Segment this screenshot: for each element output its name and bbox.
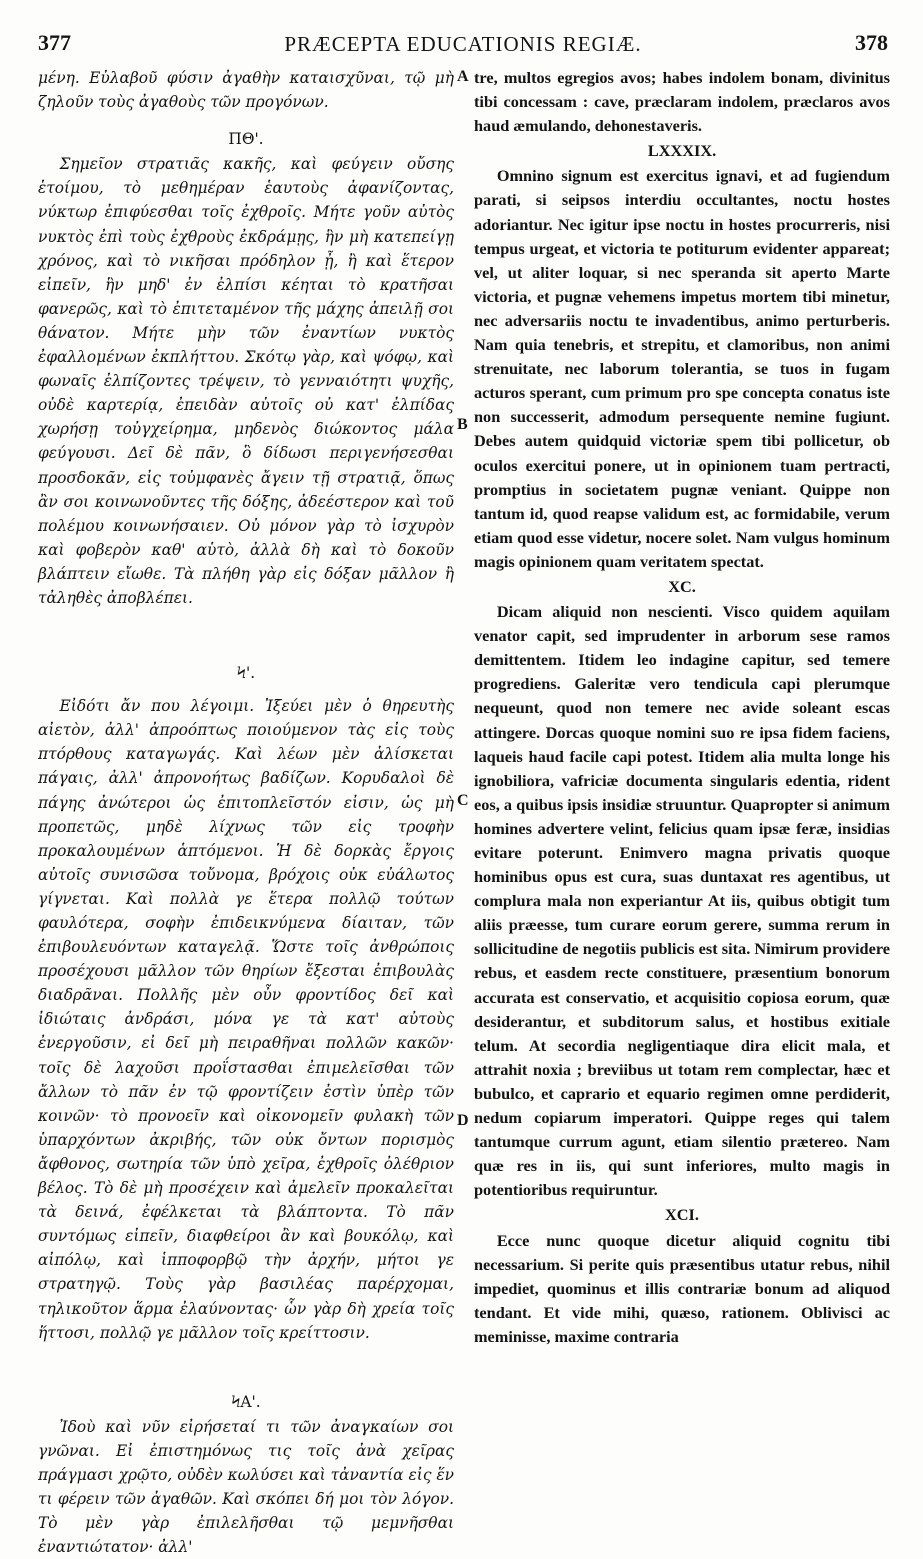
greek-section-text: Ἰδοὺ καὶ νῦν εἰρήσεταί τι τῶν ἀναγκαίων σοι γνῶναι. Εἰ ἐπιστημόνως τις τοῖς ἀνὰ χεῖρας πράγμασι χρῷτο, οὐδὲν κωλύσει καὶ τἀναντία εἰς ἕν τι φέρειν τῶν ἀγαθῶν. Καὶ σκόπει δή μοι τὸν λόγον. Τὸ μὲν γὰρ ἐπιλελῆσθαι τῷ μεμνῆσθαι ἐναντιώτατον· ἀλλ' bbox=[38, 1417, 454, 1557]
margin-letter-c: C bbox=[457, 792, 469, 809]
running-header bbox=[38, 30, 888, 60]
greek-section-heading: ΠΘ'. bbox=[228, 130, 264, 149]
latin-section-text: Omnino signum est exercitus ignavi, et ad fugiendum parati, si seipsos interdiu occultantes, noctu hostes adoriantur. Nec igitur ipse noctu in hostes procurreris, nisi tempus urgeat, et victoria te potiturum evidenter appareat; vel, ut aliter loquar, si nec speranda sit aperto Marte victoria, et pugnæ vehemens impetus mortem tibi minetur, nec adversariis noctu te invadentibus, animo perturberis. Nam quia tenebris, et strepitu, et clamoribus, non animi strenuitate, nec laborum tolerantia, se tuos in fugam acturos sperant, cum primum pro spe concepta conatus iste non successerit, admodum persequente nemine fugiunt. Debes autem quidquid victoriæ spem tibi pollicetur, ob oculos exercitui ponere, ut in opinionem tuam pertracti, promptius in societatem pugnæ veniant. Quippe non tantum id, quod reapse validum est, ac formidabile, verum etiam quod esse videtur, nocere solet. Nam vulgus hominum magis opinionem quam veritatem spectat. bbox=[474, 166, 890, 571]
latin-section-heading: XCI. bbox=[665, 1205, 699, 1225]
running-title: PRÆCEPTA EDUCATIONIS REGIÆ. bbox=[284, 32, 642, 56]
margin-letter-b: B bbox=[457, 416, 468, 433]
latin-intro: tre, multos egregios avos; habes indolem bonam, divinitus tibi concessam : cave, præclaram indolem, præclaros avos haud æmulando, dehonestaveris. bbox=[474, 68, 890, 136]
greek-section-heading: ϞΑ'. bbox=[231, 1392, 261, 1411]
greek-section-heading: Ϟ'. bbox=[236, 664, 256, 683]
latin-section-heading: XC. bbox=[668, 576, 696, 596]
margin-letter-d: D bbox=[457, 1112, 469, 1129]
greek-column bbox=[38, 66, 454, 1559]
greek-intro: μένη. Εὐλαβοῦ φύσιν ἀγαθὴν καταισχῦναι, τῷ μὴ ζηλοῦν τοὺς ἀγαθοὺς τῶν προγόνων. bbox=[38, 69, 454, 112]
page-number-right: 378 bbox=[855, 30, 888, 55]
latin-column bbox=[474, 66, 890, 1349]
latin-section-text: Ecce nunc quoque dicetur aliquid cognitu tibi necessarium. Si perite quis præsentibus utatur rebus, nihil impediet, quominus et illis contrariæ bonum ad aliquod tendant. Et vide mihi, quæso, rationem. Oblivisci ac meminisse, maxime contraria bbox=[474, 1230, 890, 1346]
latin-section-heading: LXXXIX. bbox=[647, 141, 717, 161]
page-number-left: 377 bbox=[38, 30, 71, 55]
greek-section-text: Σημεῖον στρατιᾶς κακῆς, καὶ φεύγειν οὔσης ἑτοίμου, τὸ μεθημέραν ἑαυτοὺς ἀφανίζοντας, νύκτωρ ἐπιφύεσθαι τοῖς ἐχθροῖς. Μήτε γοῦν αὐτὸς νυκτὸς ἐπὶ τοὺς ἐχθροὺς ἐκδράμῃς, ἣν μὴ κατεπείγῃ χρόνος, καὶ τὸ νικῆσαι πρόδηλον ᾖ, ἢ καὶ ἕτερον εἰπεῖν, ἣν μηδ' ἐν ἐλπίσι κέηται τὸ κρατῆσαι φανερῶς, καὶ τὸ ἐπιτεταμένον τῆς μάχης ἀπειλῇ σοι θάνατον. Μήτε μὴν τῶν ἐναντίων νυκτὸς ἐφαλλομένων ἐκπλήττου. Σκότῳ γὰρ, καὶ ψόφῳ, καὶ φωναῖς ἐλπίζοντες τρέψειν, τὸ γενναιότητι ψυχῆς, οὐδὲ καρτερίᾳ, ἐπειδὰν αὐτοῖς οὐ κατ' ἐλπίδας χωρήσῃ τοὐγχείρημα, μηδενὸς διώκοντος μάλα φεύγουσι. Δεῖ δὲ πᾶν, ὃ δίδωσι περιγενήσεσθαι προσδοκᾶν, εἰς τοὐμφανὲς ἄγειν τῇ στρατιᾷ, ὅπως ἂν σοι κοινωνοῦντες τῆς δόξης, ἀδεέστερον καὶ τοῦ πολέμου κοινωνήσαιεν. Οὐ μόνον γὰρ τὸ ἰσχυρὸν καὶ φοβερὸν καθ' αὑτὸ, ἀλλὰ δὴ καὶ τὸ δοκοῦν βλάπτειν εἴωθε. Τὰ πλήθη γὰρ εἰς δόξαν μᾶλλον ἢ τἀληθὲς ἀποβλέπει. bbox=[38, 155, 454, 607]
latin-section-text: Dicam aliquid non nescienti. Visco quidem aquilam venator capit, sed imprudenter in arborum sese ramos demittentem. Itidem leo indagine capitur, sed temere progrediens. Galeritæ vero tendicula capi plerumque nequeunt, quod non temere nec avide soleant escas attingere. Dorcas quoque nomini suo re ipsa fidem faciens, laqueis haud facile capi potest. Itidem alia multa longe his ignobiliora, vafriciæ documenta singularis edentia, rident eos, a quibus ipsis insidiæ struuntur. Quapropter si animum homines advertere velint, felicius quam ipsæ feræ, insidias evitare poterunt. Enimvero magna privatis quoque hominibus opus est cura, suas duntaxat res agentibus, ut complura mala non experiantur At iis, quibus obtigit tum aliis præesse, tum curare eorum gerere, summa rerum in sollicitudine de negotiis publicis est sita. Nimirum providere rebus, et easdem recte constituere, præsentium bonorum accurata est conservatio, et acquisitio copiosa eorum, quæ desiderantur, et subditorum salus, et hostibus exitiale telum. At secordia negligentiaque dira elicit mala, et attrahit noxia ; breviibus ut totam rem complectar, hæc et bubulco, et caprario et equario regimen omne perdiderit, nedum copiarum imperatori. Quippe reges qui talem tantumque currum agunt, etiam silentio prætereo. Nam quæ res in iis, qui sunt inferiores, multo magis in potentioribus requiruntur. bbox=[474, 602, 890, 1200]
greek-section-text: Εἰδότι ἄν που λέγοιμι. Ἰξεύει μὲν ὁ θηρευτὴς αἰετὸν, ἀλλ' ἀπροόπτως ποιούμενον τὰς εἰς τοὺς πτόρθους καταγωγάς. Καὶ λέων μὲν ἁλίσκεται πάγαις, ἀλλ' ἀπρονοήτως βαδίζων. Κορυδαλοὶ δὲ πάγης ἀνώτεροι ὡς ἐπιτοπλεῖστόν εἰσιν, ὡς μὴ προπετῶς, μηδὲ λίχνως τῶν εἰς τροφὴν προκαλουμένων ἁπτόμενοι. Ἡ δὲ δορκὰς ἔργοις αὐτοῖς συνισῶσα τοὔνομα, βρόχοις οὐκ εὐάλωτος γίγνεται. Καὶ πολλὰ γε ἕτερα πολλῷ τούτων φαυλότερα, σοφὴν ἐπιδεικνύμενα δίαιταν, τῶν ἐπιβουλευόντων καταγελᾷ. Ὥστε τοῖς ἀνθρώποις προσέχουσι μᾶλλον τῶν θηρίων ἔξεσται ἐπιβουλὰς διαδρᾶναι. Πολλῆς μὲν οὖν φροντίδος δεῖ καὶ ἰδιώταις ἀνδράσι, μόνα γε τὰ κατ' αὐτοὺς ἐνεργοῦσιν, εἰ δεῖ μὴ πειραθῆναι πολλῶν κακῶν· τοῖς δὲ λαχοῦσι προΐστασθαι ἐπιμελεῖσθαι τῶν ἄλλων τὸ πᾶν ἐν τῷ φροντίζειν ἐστὶν ὑπὲρ τῶν κοινῶν· τὸ προνοεῖν καὶ οἰκονομεῖν φυλακὴ τῶν ὑπαρχόντων ἀκριβής, τῶν οὐκ ὄντων πορισμὸς ἄφθονος, σωτηρία τῶν ὑπὸ χεῖρα, ἐχθροῖς ὀλέθριον βέλος. Τὸ δὲ μὴ προσέχειν καὶ ἀμελεῖν προκαλεῖται τὰ δεινά, ἐφέλκεται τὰ βλάπτοντα. Τὸ πᾶν συντόμως εἰπεῖν, διαφθείροι ἂν καὶ βουκόλῳ, καὶ αἰπόλῳ, καὶ ἱπποφορβῷ τὴν ἀρχήν, μήτοι γε στρατηγῷ. Τοὺς γὰρ βασιλέας παρέρχομαι, τηλικοῦτον ἅρμα ἐλαύνοντας· ὧν γὰρ δὴ χρεία τοῖς ἥττοσι, πολλῷ γε μᾶλλον τοῖς κρείττοσιν. bbox=[38, 697, 454, 1342]
margin-letter-a: A bbox=[457, 68, 469, 85]
